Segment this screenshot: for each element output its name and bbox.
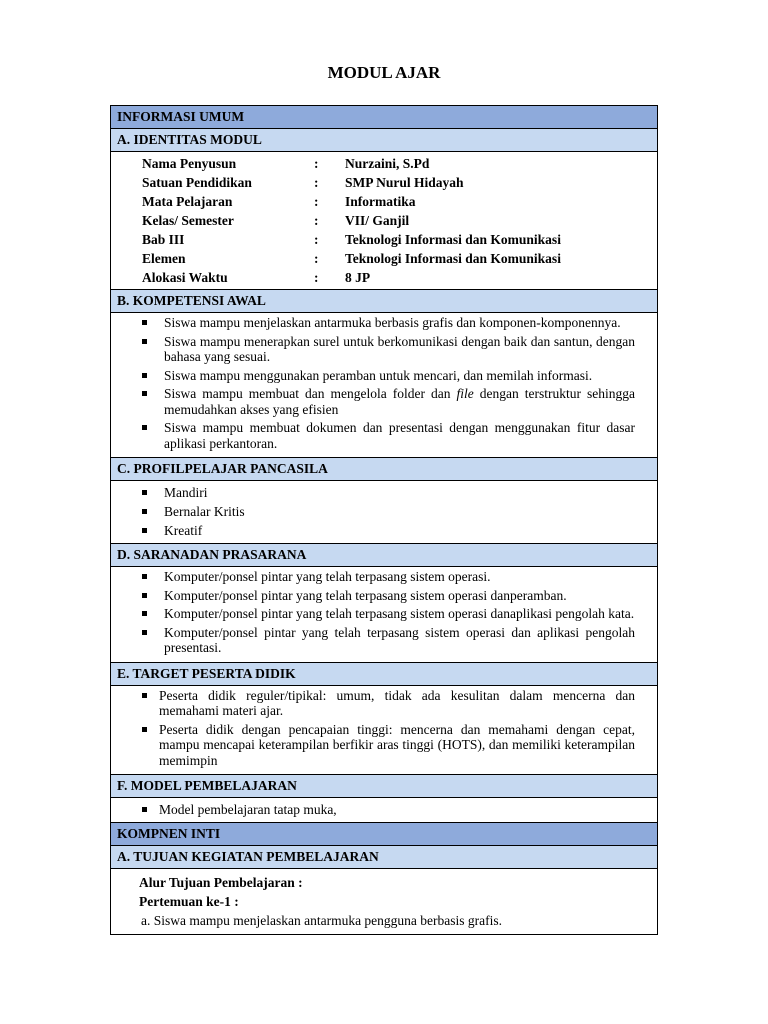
pertemuan-label: Pertemuan ke-1 :	[139, 894, 239, 909]
identitas-row	[142, 173, 657, 192]
section-model-body	[111, 798, 657, 823]
identitas-colon: :	[314, 251, 319, 266]
identitas-value: Teknologi Informasi dan Komunikasi	[345, 232, 561, 247]
list-item: Siswa mampu menggunakan peramban untuk mencari, dan memilah informasi.	[164, 368, 635, 384]
identitas-row	[142, 211, 657, 230]
identitas-label: Nama Penyusun	[142, 156, 237, 171]
list-item: Peserta didik reguler/tipikal: umum, tidak ada kesulitan dalam mencerna dan memahami materi ajar.	[159, 687, 635, 718]
identitas-value: SMP Nurul Hidayah	[345, 175, 464, 190]
identitas-label: Kelas/ Semester	[142, 213, 234, 228]
identitas-label: Mata Pelajaran	[142, 194, 233, 209]
identitas-value: 8 JP	[345, 270, 371, 285]
section-sarana-body	[111, 567, 657, 663]
identitas-colon: :	[314, 175, 319, 190]
identitas-row	[142, 249, 657, 268]
identitas-value: Teknologi Informasi dan Komunikasi	[345, 251, 561, 266]
identitas-value: Informatika	[345, 194, 416, 209]
alur-tujuan-label: Alur Tujuan Pembelajaran :	[139, 875, 303, 890]
section-profil-body	[111, 481, 657, 544]
section-identitas-heading: A. IDENTITAS MODUL	[111, 129, 657, 152]
identitas-colon: :	[314, 213, 319, 228]
model-list	[111, 798, 657, 822]
target-list	[111, 686, 657, 775]
identitas-value: VII/ Ganjil	[345, 213, 410, 228]
identitas-colon: :	[314, 270, 319, 285]
identitas-row	[142, 268, 657, 287]
profil-list	[111, 481, 657, 543]
section-kompetensi-body	[111, 313, 657, 458]
page-title: MODUL AJAR	[327, 63, 441, 82]
list-item: Siswa mampu membuat dokumen dan presentasi dengan menggunakan fitur dasar aplikasi perkantoran.	[164, 420, 635, 451]
identitas-list	[111, 152, 657, 289]
list-item: Siswa mampu menerapkan surel untuk berkomunikasi dengan baik dan santun, dengan bahasa yang sesuai.	[164, 333, 635, 364]
header-komponen-inti: KOMPNEN INTI	[111, 823, 657, 846]
header-informasi-umum: INFORMASI UMUM	[111, 106, 657, 129]
list-item: Komputer/ponsel pintar yang telah terpasang sistem operasi danperamban.	[164, 588, 635, 604]
section-kompetensi-heading: B. KOMPETENSI AWAL	[111, 290, 657, 313]
list-item: Komputer/ponsel pintar yang telah terpasang sistem operasi.	[164, 569, 635, 585]
list-item	[164, 386, 635, 417]
list-item-text: Siswa mampu membuat dan mengelola folder dan	[164, 386, 457, 401]
identitas-label: Alokasi Waktu	[142, 270, 228, 285]
section-identitas-body	[111, 152, 657, 290]
list-item-italic: file	[456, 386, 474, 401]
section-tujuan-body	[111, 869, 657, 934]
identitas-label: Satuan Pendidikan	[142, 175, 252, 190]
list-item: Model pembelajaran tatap muka,	[159, 800, 635, 819]
list-item: Komputer/ponsel pintar yang telah terpasang sistem operasi danaplikasi pengolah kata.	[164, 606, 635, 621]
section-target-heading: E. TARGET PESERTA DIDIK	[111, 663, 657, 686]
module-table	[110, 105, 658, 935]
section-target-body	[111, 686, 657, 776]
identitas-value: Nurzaini, S.Pd	[345, 156, 430, 171]
identitas-label: Bab III	[142, 232, 185, 247]
section-sarana-heading: D. SARANADAN PRASARANA	[111, 544, 657, 567]
identitas-row	[142, 230, 657, 249]
identitas-colon: :	[314, 156, 319, 171]
list-item-text: dengan terstruktur sehingga memudahkan akses yang efisien	[164, 386, 635, 417]
kompetensi-list	[111, 313, 657, 457]
identitas-label: Elemen	[142, 251, 186, 266]
identitas-row	[142, 192, 657, 211]
identitas-colon: :	[314, 194, 319, 209]
list-item: Kreatif	[164, 521, 635, 540]
list-item: Mandiri	[164, 483, 635, 502]
section-tujuan-heading: A. TUJUAN KEGIATAN PEMBELAJARAN	[111, 846, 657, 869]
list-item: Peserta didik dengan pencapaian tinggi: mencerna dan memahami dengan cepat, mampu mencapai keterampilan berfikir aras tinggi (HOTS), dan memiliki keterampilan memimpin	[159, 721, 635, 768]
identitas-colon: :	[314, 232, 319, 247]
section-model-heading: F. MODEL PEMBELAJARAN	[111, 775, 657, 798]
list-item: Komputer/ponsel pintar yang telah terpasang sistem operasi dan aplikasi pengolah presentasi.	[164, 624, 635, 655]
sarana-list	[111, 567, 657, 662]
identitas-row	[142, 154, 657, 173]
tujuan-item-a: a. Siswa mampu menjelaskan antarmuka pengguna berbasis grafis.	[141, 913, 503, 928]
list-item: Siswa mampu menjelaskan antarmuka berbasis grafis dan komponen-komponennya.	[164, 315, 635, 331]
list-item: Bernalar Kritis	[164, 502, 635, 521]
section-profil-heading: C. PROFILPELAJAR PANCASILA	[111, 458, 657, 481]
